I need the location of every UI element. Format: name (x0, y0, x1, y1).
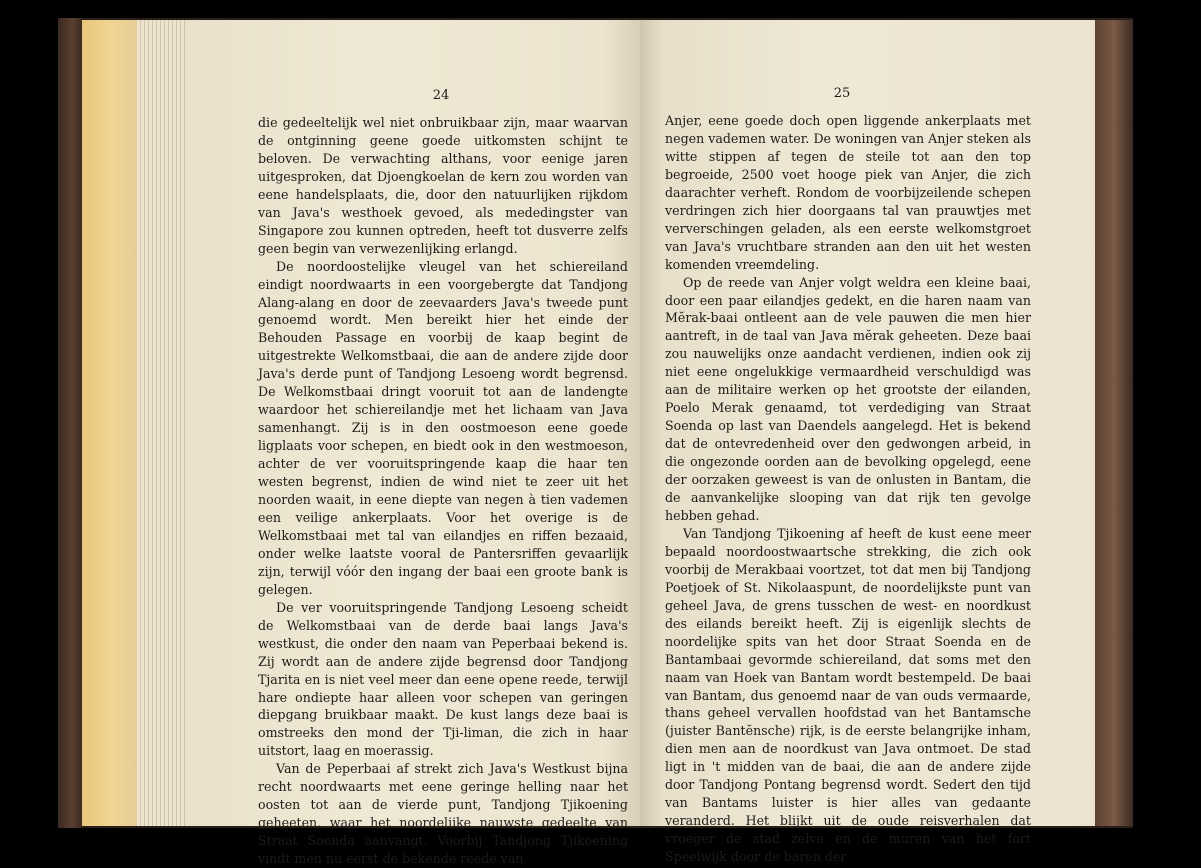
left-paragraph-3: De ver vooruitspringende Tandjong Lesoeng scheidt de Welkomstbaai van de derde baai langs Java's westkust, die onder den naam van Peperbaai bekend is. Zij wordt aan de andere zijde begrensd door Tandjong Tjarita en is niet veel meer dan eene opene reede, terwijl hare ondiepte haar alleen voor schepen van geringen diepgang bruikbaar maakt. De kust langs deze baai is omstreeks den mond der Tji-liman, die zich in haar uitstort, laag en moerassig. (258, 599, 628, 759)
book-cover-edge-right (1095, 20, 1133, 826)
right-page-text (665, 112, 1031, 866)
right-paragraph-3: Van Tandjong Tjikoening af heeft de kust eene meer bepaald noordoostwaartsche strekking, die zich ook voorbij de Merakbaai voortzet, tot dat men bij Tandjong Poetjoek of St. Nikolaaspunt, de noordelijkste punt van geheel Java, de grens tusschen de west- en noordkust des eilands bereikt heeft. Zij is eigenlijk slechts de noordelijke spits van het door Straat Soenda en de Bantambaai gevormde schiereiland, dat soms met den naam van Hoek van Bantam wordt bestempeld. De baai van Bantam, dus genoemd naar de van ouds vermaarde, thans geheel vervallen hoofdstad van het Bantamsche (juister Bantĕnsche) rijk, is de eerste belangrijke inham, dien men aan de noordkust van Java ontmoet. De stad ligt in 't midden van de baai, die aan de andere zijde door Tandjong Pontang begrensd wordt. Sedert den tijd van Bantams luister is hier alles van gedaante veranderd. Het blijkt uit de oude reisverhalen dat vroeger de stad zelve en de muren van het fort Speelwijk door de baren der (665, 525, 1031, 865)
left-paragraph-2: De noordoostelijke vleugel van het schiereiland eindigt noordwaarts in een voorgebergte dat Tandjong Alang-alang en door de zeevaarders Java's tweede punt genoemd wordt. Men bereikt hier het einde der Behouden Passage en voorbij de kaap begint de uitgestrekte Welkomstbaai, die aan de andere zijde door Java's derde punt of Tandjong Lesoeng wordt begrensd. De Welkomstbaai dringt vooruit tot aan de landengte waardoor het schiereilandje met het lichaam van Java samenhangt. Zij is in den oostmoeson eene goede ligplaats voor schepen, en biedt ook in den westmoeson, achter de ver vooruitspringende kaap die haar ten westen begrenst, indien de wind niet te zeer uit het noorden waait, in eene diepte van negen à tien vademen een veilige ankerplaats. Voor het overige is de Welkomstbaai met tal van eilandjes en riffen bezaaid, onder welke laatste vooral de Pantersriffen gevaarlijk zijn, terwijl vóór den ingang der baai een groote bank is gelegen. (258, 258, 628, 597)
left-page-number: 24 (432, 88, 450, 103)
page-edge-orange-insert (82, 20, 137, 826)
stacked-page-edges (137, 20, 185, 826)
left-paragraph-1: die gedeeltelijk wel niet onbruikbaar zijn, maar waarvan de ontginning geene goede uitkomsten schijnt te beloven. De verwachting althans, voor eenige jaren uitgesproken, dat Djoengkoelan de kern zou worden van eene handelsplaats, die, door den natuurlijken rijkdom van Java's westhoek gevoed, als mededingster van Singapore zou kunnen optreden, heeft tot dusverre zelfs geen begin van verwezenlijking erlangd. (258, 115, 628, 256)
left-page-text (258, 114, 628, 868)
left-page (185, 20, 640, 867)
book-cover-edge-left (58, 18, 82, 828)
right-paragraph-1: Anjer, eene goede doch open liggende ankerplaats met negen vademen water. De woningen van Anjer steken als witte stippen af tegen de steile tot aan den top begroeide, 2500 voet hooge piek van Anjer, die zich daarachter verheft. Rondom de voorbijzeilende schepen verdringen zich hier doorgaans tal van prauwtjes met ververschingen geladen, als een eerste welkomstgroet van Java's vruchtbare stranden aan den uit het westen komenden vreemdeling. (665, 113, 1031, 272)
left-paragraph-4: Van de Peperbaai af strekt zich Java's Westkust bijna recht noordwaarts met eene geringe helling naar het oosten tot aan de vierde punt, Tandjong Tjikoening geheeten, waar het noordelijke nauwste gedeelte van Straat Soenda aanvangt. Voorbij Tandjong Tjikoening vindt men nu eerst de bekende reede van (258, 761, 628, 867)
right-paragraph-2: Op de reede van Anjer volgt weldra een kleine baai, door een paar eilandjes gedekt, en die haren naam van Mĕrak-baai ontleent aan de vele pauwen die men hier aantreft, in de taal van Java mĕrak geheeten. Deze baai zou nauwelijks onze aandacht verdienen, indien ook zij niet eene ongelukkige vermaardheid verschuldigd was aan de militaire werken op het grootste der eilanden, Poelo Merak genaamd, tot verdediging van Straat Soenda op last van Daendels aangelegd. Het is bekend dat de ontevredenheid over den gedwongen arbeid, in die ongezonde oorden aan de bevolking opgelegd, eene der oorzaken geweest is van de onlusten in Bantam, die de aanvankelijke slooping van dat rijk ten gevolge hebben gehad. (665, 274, 1031, 523)
right-page-number: 25 (833, 86, 851, 101)
right-page (640, 20, 1095, 865)
